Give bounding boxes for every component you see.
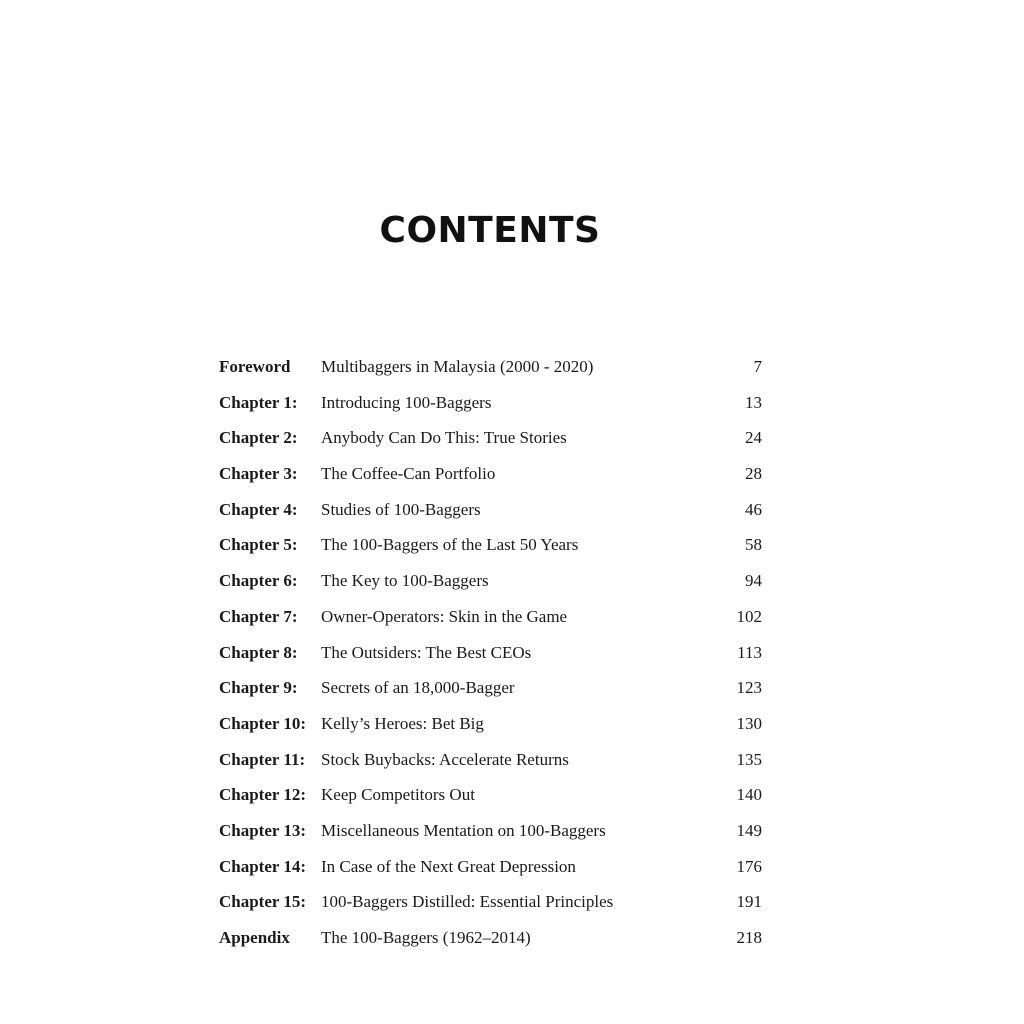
toc-entry-title: The Outsiders: The Best CEOs — [321, 642, 532, 662]
toc-entry-title: 100-Baggers Distilled: Essential Principles — [321, 892, 614, 912]
toc-entry-label: Appendix — [219, 928, 290, 947]
toc-entry-chapter-5[interactable] — [219, 527, 762, 563]
toc-entry-label: Chapter 8: — [219, 642, 298, 662]
toc-entry-chapter-2[interactable] — [219, 420, 762, 456]
toc-entry-page-number: 58 — [745, 535, 762, 555]
toc-entry-chapter-14[interactable] — [219, 849, 762, 885]
toc-entry-page-number: 176 — [736, 856, 762, 876]
toc-entry-label: Chapter 6: — [219, 571, 298, 591]
toc-entry-label: Chapter 13: — [219, 820, 307, 840]
toc-entry-label: Chapter 15: — [219, 892, 307, 912]
toc-entry-page-number: 218 — [736, 928, 762, 947]
toc-entry-title: The 100-Baggers of the Last 50 Years — [321, 535, 579, 555]
table-of-contents — [219, 349, 762, 956]
toc-entry-page-number: 94 — [745, 571, 762, 591]
toc-entry-chapter-13[interactable] — [219, 813, 762, 849]
toc-entry-title: The Key to 100-Baggers — [321, 571, 489, 591]
toc-entry-title: Owner-Operators: Skin in the Game — [321, 606, 568, 626]
toc-entry-title: In Case of the Next Great Depression — [321, 856, 576, 876]
toc-entry-label: Chapter 9: — [219, 678, 298, 698]
toc-entry-page-number: 28 — [745, 464, 762, 484]
toc-entry-chapter-8[interactable] — [219, 635, 762, 671]
toc-entry-title: Kelly’s Heroes: Bet Big — [321, 713, 484, 733]
toc-entry-page-number: 135 — [736, 749, 762, 769]
toc-entry-label: Chapter 14: — [219, 856, 307, 876]
toc-entry-page-number: 102 — [736, 606, 762, 626]
toc-entry-label: Chapter 2: — [219, 428, 298, 448]
toc-entry-title: Studies of 100-Baggers — [321, 499, 481, 519]
toc-entry-title: Keep Competitors Out — [321, 785, 475, 805]
toc-entry-page-number: 24 — [745, 428, 762, 448]
toc-entry-label: Chapter 7: — [219, 606, 298, 626]
toc-entry-title: Introducing 100-Baggers — [321, 392, 492, 412]
toc-entry-appendix[interactable] — [219, 920, 762, 956]
toc-entry-title: The Coffee-Can Portfolio — [321, 464, 496, 484]
toc-entry-page-number: 7 — [753, 357, 762, 376]
toc-entry-title: Miscellaneous Mentation on 100-Baggers — [321, 820, 606, 840]
toc-entry-page-number: 13 — [745, 392, 762, 412]
toc-entry-chapter-1[interactable] — [219, 385, 762, 421]
toc-entry-title: The 100-Baggers (1962–2014) — [321, 928, 531, 947]
toc-entry-chapter-12[interactable] — [219, 777, 762, 813]
toc-entry-title: Anybody Can Do This: True Stories — [321, 428, 567, 448]
toc-entry-page-number: 140 — [736, 785, 762, 805]
toc-entry-chapter-7[interactable] — [219, 599, 762, 635]
toc-entry-chapter-9[interactable] — [219, 670, 762, 706]
toc-entry-label: Chapter 5: — [219, 535, 298, 555]
toc-entry-chapter-6[interactable] — [219, 563, 762, 599]
toc-entry-page-number: 149 — [736, 820, 762, 840]
toc-entry-page-number: 191 — [736, 892, 762, 912]
toc-entry-page-number: 130 — [736, 713, 762, 733]
toc-entry-label: Foreword — [219, 357, 291, 376]
toc-entry-title: Stock Buybacks: Accelerate Returns — [321, 749, 569, 769]
toc-entry-page-number: 46 — [745, 499, 762, 519]
toc-entry-label: Chapter 4: — [219, 499, 298, 519]
toc-entry-label: Chapter 10: — [219, 713, 307, 733]
toc-entry-page-number: 113 — [737, 642, 762, 662]
toc-entry-title: Secrets of an 18,000-Bagger — [321, 678, 515, 698]
toc-entry-label: Chapter 11: — [219, 749, 306, 769]
toc-entry-label: Chapter 1: — [219, 392, 298, 412]
toc-entry-foreword[interactable] — [219, 349, 762, 385]
toc-entry-page-number: 123 — [736, 678, 762, 698]
toc-entry-chapter-4[interactable] — [219, 492, 762, 528]
toc-entry-chapter-15[interactable] — [219, 884, 762, 920]
toc-entry-chapter-11[interactable] — [219, 742, 762, 778]
toc-entry-label: Chapter 3: — [219, 464, 298, 484]
toc-entry-label: Chapter 12: — [219, 785, 307, 805]
toc-entry-chapter-3[interactable] — [219, 456, 762, 492]
toc-entry-chapter-10[interactable] — [219, 706, 762, 742]
page-title: CONTENTS — [379, 210, 601, 252]
toc-entry-title: Multibaggers in Malaysia (2000 - 2020) — [321, 357, 594, 376]
